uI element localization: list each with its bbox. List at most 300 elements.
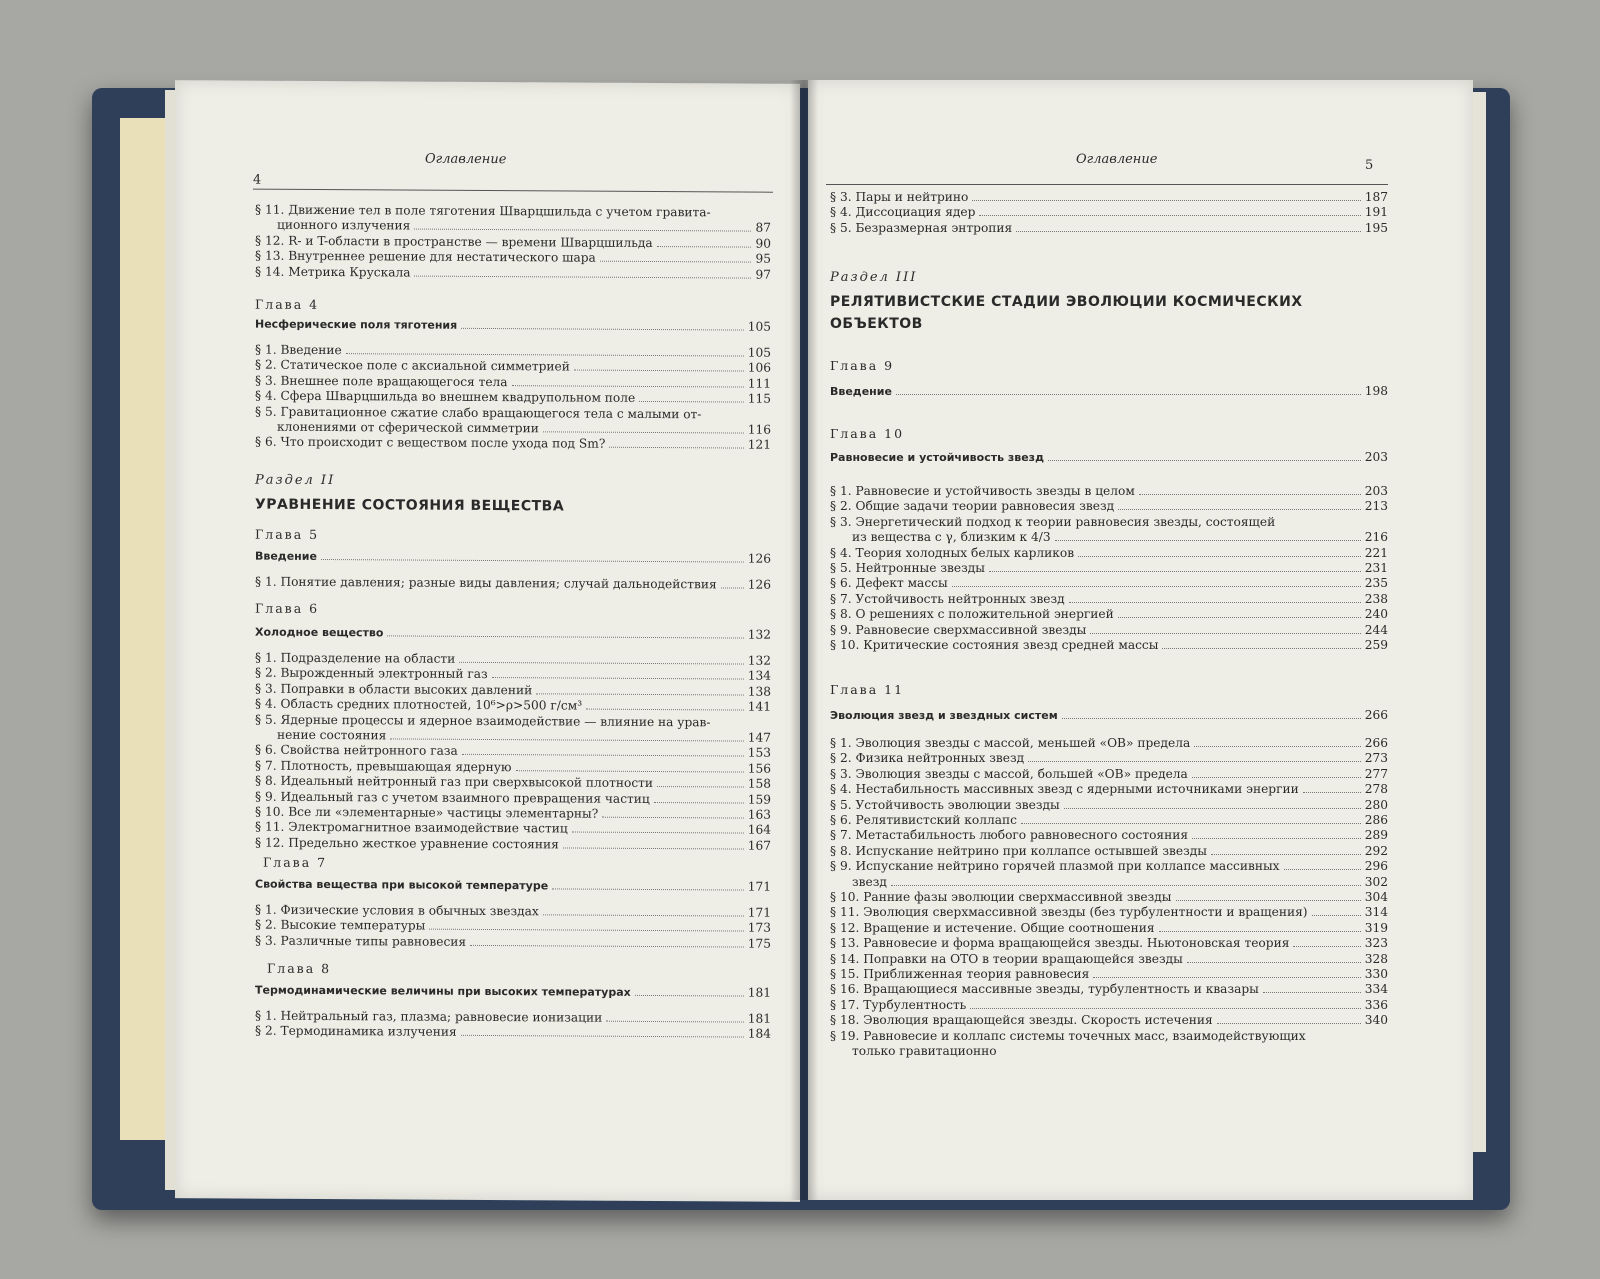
entry-page: 195 bbox=[1364, 220, 1388, 235]
entry-title: § 10. Ранние фазы эволюции сверхмассивной звезды bbox=[830, 890, 1172, 904]
chapter-label: Глава 10 bbox=[830, 426, 905, 441]
entry-page: 191 bbox=[1364, 205, 1388, 220]
leader-dots bbox=[1078, 556, 1361, 557]
entry-title: § 14. Поправки на ОТО в теории вращающейся звезды bbox=[830, 951, 1183, 966]
entry-title: § 4. Сфера Шварцшильда во внешнем квадрупольном поле bbox=[255, 388, 636, 406]
entry-page: 181 bbox=[747, 1011, 771, 1026]
toc-line: только гравитационно bbox=[852, 1044, 997, 1058]
entry-title: § 6. Дефект массы bbox=[830, 576, 948, 591]
chapter-title-text: Несферические поля тяготения bbox=[255, 317, 458, 332]
entry-page: 105 bbox=[747, 345, 771, 360]
leader-dots bbox=[891, 885, 1361, 886]
entry-title: § 1. Физические условия в обычных звездах bbox=[255, 902, 539, 919]
leader-dots bbox=[387, 635, 743, 638]
chapter-label: Глава 5 bbox=[255, 526, 320, 542]
toc-entry bbox=[830, 890, 1388, 904]
leader-dots bbox=[989, 571, 1361, 572]
entry-title: § 1. Подразделение на области bbox=[255, 650, 456, 666]
section-label: Раздел III bbox=[830, 270, 918, 285]
entry-page: 221 bbox=[1364, 545, 1388, 560]
toc-line: § 19. Равновесие и коллапс системы точечных масс, взаимодействующих bbox=[830, 1028, 1306, 1043]
entry-page: 278 bbox=[1364, 782, 1388, 797]
toc-entry bbox=[830, 905, 1388, 919]
toc-entry bbox=[830, 998, 1388, 1012]
entry-title: § 7. Плотность, превышающая ядерную bbox=[255, 758, 512, 774]
chapter-title-text: Холодное вещество bbox=[255, 625, 384, 640]
chapter-page: 203 bbox=[1364, 450, 1388, 464]
leader-dots bbox=[654, 802, 744, 804]
leader-dots bbox=[1284, 869, 1361, 870]
entry-page: 235 bbox=[1364, 576, 1388, 591]
entry-title: § 12. Вращение и истечение. Общие соотношения bbox=[830, 920, 1155, 935]
chapter-title bbox=[255, 877, 771, 895]
toc-entry bbox=[255, 681, 771, 698]
chapter-title bbox=[830, 450, 1388, 465]
entry-page: 156 bbox=[747, 761, 771, 776]
chapter-page: 181 bbox=[747, 985, 771, 1000]
entry-title: § 10. Критические состояния звезд средней массы bbox=[830, 638, 1159, 652]
toc-entry bbox=[830, 982, 1388, 996]
entry-title: § 2. Высокие температуры bbox=[255, 917, 426, 934]
entry-title: § 2. Термодинамика излучения bbox=[255, 1023, 457, 1040]
leader-dots bbox=[516, 770, 744, 772]
chapter-title bbox=[255, 549, 771, 567]
leader-dots bbox=[1118, 509, 1361, 510]
entry-title: § 4. Теория холодных белых карликов bbox=[830, 545, 1075, 560]
leader-dots bbox=[639, 401, 744, 403]
entry-page: 159 bbox=[747, 792, 771, 807]
entry-title: § 1. Введение bbox=[255, 342, 342, 358]
leader-dots bbox=[1016, 231, 1361, 232]
toc-entry bbox=[830, 484, 1388, 498]
entry-page: 231 bbox=[1364, 561, 1388, 575]
right-header: Оглавление bbox=[1076, 152, 1158, 167]
entry-title: из вещества с γ, близким к 4/3 bbox=[852, 530, 1051, 545]
section-label: Раздел II bbox=[255, 472, 336, 489]
entry-page: 289 bbox=[1364, 828, 1388, 843]
toc-entry bbox=[255, 789, 771, 806]
book-gutter bbox=[790, 80, 818, 1200]
toc-entry bbox=[830, 952, 1388, 966]
right-page-number: 5 bbox=[1365, 158, 1374, 173]
section-title: РЕЛЯТИВИСТСКИЕ СТАДИИ ЭВОЛЮЦИИ КОСМИЧЕСКИХ bbox=[830, 294, 1303, 310]
leader-dots bbox=[1194, 746, 1361, 747]
entry-title: § 11. Электромагнитное взаимодействие частиц bbox=[255, 819, 568, 836]
chapter-label: Глава 6 bbox=[255, 600, 320, 616]
entry-page: 138 bbox=[747, 684, 771, 699]
toc-entry bbox=[255, 343, 771, 360]
chapter-title-text: Эволюция звезд и звездных систем bbox=[830, 709, 1058, 722]
toc-entry bbox=[830, 1013, 1388, 1027]
chapter-title-text: Равновесие и устойчивость звезд bbox=[830, 451, 1044, 464]
entry-page: 319 bbox=[1364, 920, 1388, 935]
entry-title: § 10. Все ли «элементарные» частицы элементарны? bbox=[255, 804, 599, 821]
entry-page: 213 bbox=[1364, 499, 1388, 514]
entry-page: 116 bbox=[747, 422, 771, 437]
entry-page: 323 bbox=[1364, 936, 1388, 951]
toc-entry bbox=[277, 218, 771, 235]
leader-dots bbox=[1192, 838, 1361, 839]
toc-entry bbox=[255, 774, 771, 791]
entry-title: § 6. Что происходит с веществом после ухода под Sm? bbox=[255, 434, 606, 452]
toc-entry bbox=[255, 697, 771, 714]
leader-dots bbox=[1139, 494, 1361, 495]
entry-page: 121 bbox=[747, 437, 771, 453]
toc-entry bbox=[830, 936, 1388, 950]
toc-line: § 11. Движение тел в поле тяготения Шварцшильда с учетом гравита- bbox=[255, 202, 711, 220]
leader-dots bbox=[543, 914, 744, 916]
leader-dots bbox=[512, 385, 744, 387]
entry-title: § 13. Внутреннее решение для нестатического шара bbox=[255, 248, 596, 265]
entry-title: § 1. Равновесие и устойчивость звезды в целом bbox=[830, 484, 1135, 498]
entry-title: § 2. Вырожденный электронный газ bbox=[255, 665, 488, 682]
chapter-label: Глава 8 bbox=[267, 960, 332, 977]
entry-title: § 2. Физика нейтронных звезд bbox=[830, 751, 1025, 766]
entry-page: 163 bbox=[747, 807, 771, 822]
leader-dots bbox=[414, 229, 751, 232]
chapter-title bbox=[830, 708, 1388, 723]
entry-page: 126 bbox=[747, 577, 771, 592]
entry-page: 97 bbox=[755, 267, 771, 282]
entry-title: § 3. Поправки в области высоких давлений bbox=[255, 681, 533, 698]
toc-entry bbox=[830, 499, 1388, 513]
toc-entry bbox=[255, 835, 771, 852]
entry-page: 302 bbox=[1364, 874, 1388, 889]
entry-title: § 5. Нейтронные звезды bbox=[830, 561, 985, 575]
toc-entry bbox=[830, 967, 1388, 981]
entry-page: 259 bbox=[1364, 638, 1388, 652]
entry-page: 273 bbox=[1364, 751, 1388, 766]
toc-entry bbox=[830, 859, 1388, 873]
toc-entry bbox=[277, 728, 771, 745]
leader-dots bbox=[390, 738, 743, 741]
leader-dots bbox=[543, 431, 744, 433]
toc-entry bbox=[255, 820, 771, 837]
entry-page: 87 bbox=[755, 221, 771, 236]
entry-title: ционного излучения bbox=[277, 218, 411, 233]
leader-dots bbox=[586, 709, 744, 711]
leader-dots bbox=[1187, 962, 1361, 963]
chapter-label: Глава 9 bbox=[830, 358, 895, 373]
entry-page: 164 bbox=[747, 822, 771, 838]
entry-title: § 17. Турбулентность bbox=[830, 997, 967, 1012]
toc-entry bbox=[830, 576, 1388, 590]
chapter-page: 126 bbox=[747, 551, 771, 566]
toc-entry bbox=[255, 903, 771, 920]
entry-title: § 7. Метастабильность любого равновесного состояния bbox=[830, 828, 1189, 843]
chapter-title-text: Свойства вещества при высокой температуре bbox=[255, 877, 549, 893]
entry-title: § 6. Свойства нейтронного газа bbox=[255, 742, 458, 759]
entry-title: § 15. Приближенная теория равновесия bbox=[830, 967, 1090, 981]
toc-entry bbox=[255, 918, 771, 935]
toc-entry bbox=[255, 805, 771, 822]
entry-title: § 3. Различные типы равновесия bbox=[255, 933, 467, 949]
toc-entry bbox=[255, 389, 771, 406]
leader-dots bbox=[979, 215, 1360, 216]
entry-page: 184 bbox=[747, 1026, 771, 1042]
toc-entry bbox=[830, 205, 1388, 219]
toc-entry bbox=[830, 638, 1388, 652]
entry-title: § 5. Безразмерная энтропия bbox=[830, 220, 1013, 235]
chapter-title bbox=[255, 625, 771, 643]
entry-title: § 4. Область средних плотностей, 10⁶>ρ>500 г/см³ bbox=[255, 696, 583, 713]
entry-page: 336 bbox=[1364, 997, 1388, 1012]
toc-entry bbox=[830, 190, 1388, 204]
leader-dots bbox=[1069, 602, 1361, 603]
leader-dots bbox=[536, 693, 743, 695]
entry-page: 171 bbox=[747, 905, 771, 920]
leader-dots bbox=[1176, 900, 1361, 901]
toc-entry bbox=[852, 530, 1388, 544]
leader-dots bbox=[459, 662, 743, 665]
chapter-title bbox=[255, 317, 771, 335]
entry-page: 216 bbox=[1364, 530, 1388, 545]
leader-dots bbox=[1312, 915, 1361, 916]
toc-entry bbox=[830, 767, 1388, 781]
toc-entry bbox=[255, 1009, 771, 1026]
entry-page: 153 bbox=[747, 745, 771, 761]
toc-line: § 5. Ядерные процессы и ядерное взаимодействие — влияние на урав- bbox=[255, 712, 711, 729]
leader-dots bbox=[1118, 617, 1361, 618]
leader-dots bbox=[429, 929, 743, 932]
entry-title: § 13. Равновесие и форма вращающейся звезды. Ньютоновская теория bbox=[830, 936, 1290, 951]
entry-title: § 8. О решениях с положительной энергией bbox=[830, 607, 1114, 622]
leader-dots bbox=[1021, 823, 1361, 824]
entry-page: 334 bbox=[1364, 982, 1388, 997]
leader-dots bbox=[721, 587, 744, 588]
toc-entry bbox=[255, 933, 771, 950]
entry-title: клонениями от сферической симметрии bbox=[277, 419, 539, 436]
leader-dots bbox=[492, 677, 744, 680]
entry-page: 158 bbox=[747, 776, 771, 791]
leader-dots bbox=[563, 847, 744, 849]
chapter-label: Глава 11 bbox=[830, 682, 905, 697]
toc-entry bbox=[830, 813, 1388, 827]
chapter-page: 105 bbox=[747, 319, 771, 334]
entry-title: § 16. Вращающиеся массивные звезды, турбулентность и квазары bbox=[830, 982, 1259, 997]
chapter-page: 132 bbox=[747, 627, 771, 642]
toc-entry bbox=[255, 249, 771, 266]
leader-dots bbox=[346, 353, 744, 356]
entry-title: § 12. Предельно жесткое уравнение состояния bbox=[255, 835, 559, 852]
section-title: ОБЪЕКТОВ bbox=[830, 316, 923, 332]
entry-title: § 9. Испускание нейтрино горячей плазмой при коллапсе массивных bbox=[830, 859, 1280, 874]
toc-entry bbox=[852, 875, 1388, 889]
leader-dots bbox=[462, 754, 744, 757]
toc-entry bbox=[830, 592, 1388, 606]
entry-title: § 8. Идеальный нейтронный газ при сверхвысокой плотности bbox=[255, 773, 654, 791]
leader-dots bbox=[1217, 1023, 1361, 1024]
entry-page: 286 bbox=[1364, 813, 1388, 827]
toc-entry bbox=[255, 666, 771, 683]
toc-entry bbox=[830, 561, 1388, 575]
leader-dots bbox=[461, 328, 744, 331]
leader-dots bbox=[1293, 946, 1360, 947]
toc-entry bbox=[830, 798, 1388, 812]
chapter-page: 171 bbox=[747, 879, 771, 894]
leader-dots bbox=[606, 1021, 744, 1023]
leader-dots bbox=[635, 995, 744, 997]
entry-title: § 11. Эволюция сверхмассивной звезды (без турбулентности и вращения) bbox=[830, 905, 1308, 920]
entry-page: 340 bbox=[1364, 1013, 1388, 1028]
leader-dots bbox=[1162, 648, 1360, 649]
entry-page: 90 bbox=[755, 236, 771, 251]
entry-title: § 1. Нейтральный газ, плазма; равновесие ионизации bbox=[255, 1008, 603, 1025]
entry-page: 115 bbox=[747, 391, 771, 406]
right-page bbox=[808, 80, 1473, 1200]
leader-dots bbox=[896, 394, 1361, 395]
toc-entry bbox=[255, 575, 771, 592]
entry-page: 314 bbox=[1364, 905, 1388, 920]
entry-title: § 5. Устойчивость эволюции звезды bbox=[830, 797, 1060, 812]
entry-page: 132 bbox=[747, 653, 771, 668]
entry-page: 187 bbox=[1364, 190, 1388, 204]
entry-page: 296 bbox=[1364, 859, 1388, 874]
entry-title: нение состояния bbox=[277, 727, 387, 743]
entry-title: § 3. Внешнее поле вращающегося тела bbox=[255, 373, 508, 389]
toc-entry bbox=[830, 921, 1388, 935]
entry-page: 175 bbox=[747, 936, 771, 951]
entry-title: § 18. Эволюция вращающейся звезды. Скорость истечения bbox=[830, 1013, 1213, 1028]
leader-dots bbox=[1211, 854, 1361, 855]
chapter-label: Глава 4 bbox=[255, 296, 320, 312]
toc-entry bbox=[830, 751, 1388, 765]
leader-dots bbox=[1263, 992, 1361, 993]
entry-page: 330 bbox=[1364, 967, 1388, 981]
leader-dots bbox=[552, 888, 744, 890]
leader-dots bbox=[1055, 540, 1361, 541]
entry-page: 134 bbox=[747, 668, 771, 684]
leader-dots bbox=[414, 275, 751, 278]
leader-dots bbox=[972, 200, 1360, 201]
entry-title: § 14. Метрика Крускала bbox=[255, 264, 411, 280]
left-page bbox=[175, 80, 800, 1202]
toc-line: § 3. Энергетический подход к теории равновесия звезды, состоящей bbox=[830, 514, 1276, 529]
toc-entry bbox=[255, 651, 771, 668]
entry-page: 277 bbox=[1364, 766, 1388, 781]
entry-title: § 4. Нестабильность массивных звезд с ядерными источниками энергии bbox=[830, 782, 1299, 797]
entry-page: 106 bbox=[747, 360, 771, 376]
entry-title: § 3. Пары и нейтрино bbox=[830, 190, 969, 204]
entry-page: 173 bbox=[747, 920, 771, 936]
toc-entry bbox=[830, 221, 1388, 235]
leader-dots bbox=[609, 447, 743, 449]
entry-page: 95 bbox=[755, 251, 771, 266]
leader-dots bbox=[1159, 931, 1361, 932]
entry-title: § 1. Эволюция звезды с массой, меньшей «ОВ» предела bbox=[830, 736, 1191, 750]
toc-entry bbox=[255, 1024, 771, 1041]
toc-entry bbox=[255, 435, 771, 452]
entry-page: 304 bbox=[1364, 890, 1388, 904]
entry-page: 328 bbox=[1364, 951, 1388, 966]
entry-page: 203 bbox=[1364, 484, 1388, 498]
toc-entry bbox=[255, 264, 771, 281]
entry-title: § 4. Диссоциация ядер bbox=[830, 205, 976, 220]
entry-title: § 7. Устойчивость нейтронных звезд bbox=[830, 591, 1065, 606]
entry-title: § 1. Понятие давления; разные виды давления; случай дальнодействия bbox=[255, 574, 717, 592]
left-page-number: 4 bbox=[253, 172, 262, 188]
entry-page: 280 bbox=[1364, 797, 1388, 812]
chapter-page: 266 bbox=[1364, 708, 1388, 722]
left-header: Оглавление bbox=[425, 151, 507, 168]
entry-page: 167 bbox=[747, 838, 771, 853]
chapter-title-text: Введение bbox=[255, 549, 317, 563]
entry-title: § 12. R- и T-области в пространстве — времени Шварцшильда bbox=[255, 233, 653, 250]
leader-dots bbox=[1028, 761, 1361, 762]
leader-dots bbox=[574, 370, 744, 372]
leader-dots bbox=[1048, 460, 1361, 461]
section-title: УРАВНЕНИЕ СОСТОЯНИЯ ВЕЩЕСТВА bbox=[255, 496, 565, 515]
entry-page: 141 bbox=[747, 699, 771, 714]
leader-dots bbox=[461, 1035, 744, 1038]
entry-page: 147 bbox=[747, 730, 771, 745]
leader-dots bbox=[600, 261, 752, 263]
entry-page: 244 bbox=[1364, 622, 1388, 637]
entry-title: § 9. Идеальный газ с учетом взаимного превращения частиц bbox=[255, 789, 650, 806]
toc-entry bbox=[255, 358, 771, 375]
toc-entry bbox=[255, 233, 771, 250]
leader-dots bbox=[1303, 792, 1361, 793]
entry-title: звезд bbox=[852, 874, 887, 889]
leader-dots bbox=[1093, 977, 1360, 978]
leader-dots bbox=[1192, 777, 1361, 778]
leader-dots bbox=[572, 832, 744, 834]
leader-dots bbox=[321, 559, 744, 563]
entry-title: § 3. Эволюция звезды с массой, большей «ОВ» предела bbox=[830, 766, 1188, 781]
leader-dots bbox=[657, 786, 744, 788]
chapter-title-text: Термодинамические величины при высоких температурах bbox=[255, 983, 631, 999]
toc-entry bbox=[830, 607, 1388, 621]
leader-dots bbox=[952, 586, 1361, 587]
toc-entry bbox=[830, 828, 1388, 842]
chapter-title bbox=[830, 384, 1388, 399]
toc-entry bbox=[830, 623, 1388, 637]
toc-entry bbox=[255, 758, 771, 775]
entry-title: § 8. Испускание нейтрино при коллапсе остывшей звезды bbox=[830, 843, 1207, 858]
leader-dots bbox=[1064, 808, 1361, 809]
leader-dots bbox=[1062, 718, 1361, 719]
leader-dots bbox=[657, 246, 752, 248]
entry-page: 238 bbox=[1364, 591, 1388, 606]
toc-entry bbox=[255, 743, 771, 760]
entry-title: § 2. Общие задачи теории равновесия звезд bbox=[830, 499, 1115, 514]
leader-dots bbox=[970, 1008, 1360, 1009]
toc-entry bbox=[830, 844, 1388, 858]
left-header-rule bbox=[253, 189, 773, 193]
toc-entry bbox=[830, 546, 1388, 560]
chapter-title-text: Введение bbox=[830, 385, 892, 398]
leader-dots bbox=[602, 817, 743, 819]
toc-line: § 5. Гравитационное сжатие слабо вращающегося тела с малыми от- bbox=[255, 404, 702, 421]
entry-title: § 9. Равновесие сверхмассивной звезды bbox=[830, 622, 1087, 637]
entry-page: 266 bbox=[1364, 736, 1388, 750]
chapter-title bbox=[255, 983, 771, 1001]
leader-dots bbox=[470, 945, 744, 948]
entry-page: 240 bbox=[1364, 607, 1388, 622]
entry-page: 111 bbox=[747, 376, 771, 391]
entry-title: § 2. Статическое поле с аксиальной симметрией bbox=[255, 357, 570, 374]
entry-page: 292 bbox=[1364, 843, 1388, 858]
entry-title: § 6. Релятивистский коллапс bbox=[830, 813, 1017, 827]
chapter-page: 198 bbox=[1364, 384, 1388, 398]
right-header-rule bbox=[826, 184, 1388, 185]
toc-entry bbox=[277, 420, 771, 437]
chapter-label: Глава 7 bbox=[263, 854, 328, 871]
toc-entry bbox=[255, 373, 771, 390]
leader-dots bbox=[1090, 633, 1360, 634]
toc-entry bbox=[830, 736, 1388, 750]
toc-entry bbox=[830, 782, 1388, 796]
